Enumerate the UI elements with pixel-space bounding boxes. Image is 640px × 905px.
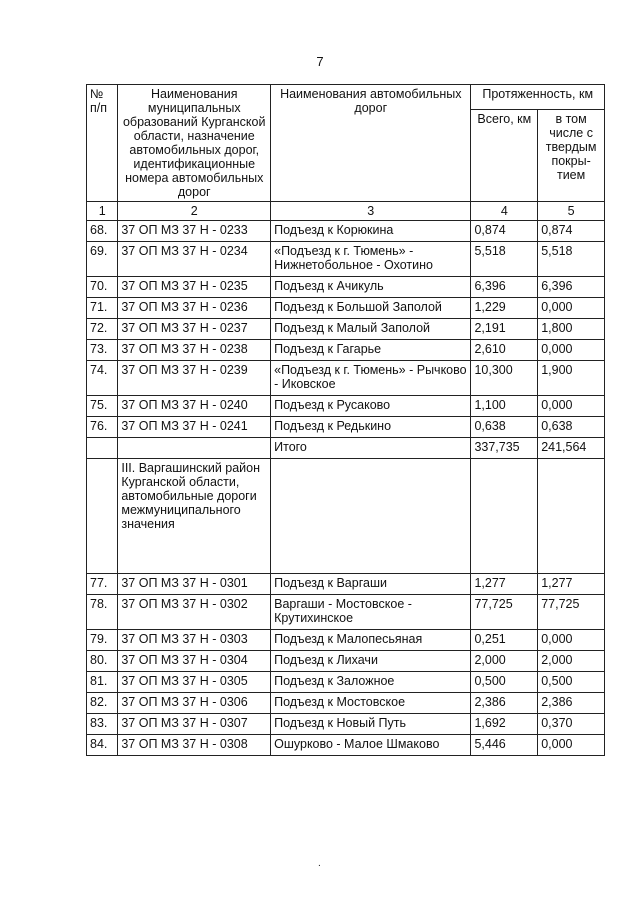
row-number: 84.	[87, 735, 118, 756]
empty-cell	[87, 459, 118, 574]
road-name: «Подъезд к г. Тюмень» - Нижнетобольное - Охотино	[271, 242, 471, 277]
road-name: Подъезд к Малопесьяная	[271, 630, 471, 651]
length-total: 0,500	[471, 672, 538, 693]
row-number: 71.	[87, 298, 118, 319]
empty-cell	[471, 459, 538, 574]
length-hard: 0,000	[538, 396, 605, 417]
header-municipal: Наименования муниципальных образований Курганской области, назначение автомобильных дорог, идентификационные номера автомобильных дорог	[118, 85, 271, 202]
road-name: «Подъезд к г. Тюмень» - Рычково - Иковское	[271, 361, 471, 396]
road-id: 37 ОП МЗ 37 Н - 0303	[118, 630, 271, 651]
length-hard: 6,396	[538, 277, 605, 298]
section-title: III. Варгашинский район Курганской области, автомобильные дороги межмуниципального значения	[118, 459, 271, 574]
table-row	[87, 340, 605, 361]
road-name: Подъезд к Русаково	[271, 396, 471, 417]
row-number: 70.	[87, 277, 118, 298]
length-hard: 0,874	[538, 221, 605, 242]
length-total: 2,191	[471, 319, 538, 340]
length-hard: 0,000	[538, 340, 605, 361]
row-number: 69.	[87, 242, 118, 277]
page-number: 7	[316, 54, 324, 69]
length-hard: 2,000	[538, 651, 605, 672]
table-row	[87, 319, 605, 340]
column-number: 4	[471, 202, 538, 221]
table-row	[87, 574, 605, 595]
road-id: 37 ОП МЗ 37 Н - 0307	[118, 714, 271, 735]
length-hard: 0,000	[538, 298, 605, 319]
table-row	[87, 298, 605, 319]
row-number: 76.	[87, 417, 118, 438]
row-number: 80.	[87, 651, 118, 672]
road-id: 37 ОП МЗ 37 Н - 0235	[118, 277, 271, 298]
road-id: 37 ОП МЗ 37 Н - 0301	[118, 574, 271, 595]
row-number: 72.	[87, 319, 118, 340]
column-number: 2	[118, 202, 271, 221]
header-length: Протяженность, км	[471, 85, 605, 110]
total-hard: 241,564	[538, 438, 605, 459]
road-id: 37 ОП МЗ 37 Н - 0305	[118, 672, 271, 693]
road-id: 37 ОП МЗ 37 Н - 0239	[118, 361, 271, 396]
road-name: Подъезд к Мостовское	[271, 693, 471, 714]
road-id: 37 ОП МЗ 37 Н - 0233	[118, 221, 271, 242]
road-name: Подъезд к Лихачи	[271, 651, 471, 672]
table-row	[87, 693, 605, 714]
length-total: 2,386	[471, 693, 538, 714]
road-id: 37 ОП МЗ 37 Н - 0302	[118, 595, 271, 630]
row-number: 81.	[87, 672, 118, 693]
length-total: 0,638	[471, 417, 538, 438]
header-road-names: Наименования автомобильных дорог	[271, 85, 471, 202]
road-name: Подъезд к Редькино	[271, 417, 471, 438]
road-name: Подъезд к Малый Заполой	[271, 319, 471, 340]
length-total: 1,100	[471, 396, 538, 417]
length-total: 2,000	[471, 651, 538, 672]
road-name: Варгаши - Мостовское - Крутихинское	[271, 595, 471, 630]
column-number: 3	[271, 202, 471, 221]
table-row	[87, 221, 605, 242]
road-name: Подъезд к Новый Путь	[271, 714, 471, 735]
length-total: 77,725	[471, 595, 538, 630]
header-num: № п/п	[87, 85, 118, 202]
column-number: 5	[538, 202, 605, 221]
row-number: 68.	[87, 221, 118, 242]
road-id: 37 ОП МЗ 37 Н - 0237	[118, 319, 271, 340]
road-name: Подъезд к Гагарье	[271, 340, 471, 361]
header-total: Всего, км	[471, 110, 538, 202]
length-hard: 0,000	[538, 630, 605, 651]
table-row	[87, 714, 605, 735]
page-footer-mark: .	[318, 858, 321, 869]
table-row	[87, 630, 605, 651]
row-number: 77.	[87, 574, 118, 595]
length-total: 1,692	[471, 714, 538, 735]
road-id: 37 ОП МЗ 37 Н - 0240	[118, 396, 271, 417]
empty-cell	[118, 438, 271, 459]
length-total: 6,396	[471, 277, 538, 298]
road-id: 37 ОП МЗ 37 Н - 0238	[118, 340, 271, 361]
row-number: 73.	[87, 340, 118, 361]
column-number: 1	[87, 202, 118, 221]
length-total: 10,300	[471, 361, 538, 396]
row-number: 79.	[87, 630, 118, 651]
road-name: Подъезд к Большой Заполой	[271, 298, 471, 319]
length-hard: 77,725	[538, 595, 605, 630]
road-name: Ошурково - Малое Шмаково	[271, 735, 471, 756]
row-number: 83.	[87, 714, 118, 735]
road-id: 37 ОП МЗ 37 Н - 0306	[118, 693, 271, 714]
length-hard: 1,800	[538, 319, 605, 340]
length-total: 5,518	[471, 242, 538, 277]
table-row	[87, 277, 605, 298]
table-row	[87, 417, 605, 438]
length-hard: 0,638	[538, 417, 605, 438]
length-total: 2,610	[471, 340, 538, 361]
empty-cell	[538, 459, 605, 574]
table-row	[87, 672, 605, 693]
length-hard: 1,900	[538, 361, 605, 396]
road-name: Подъезд к Корюкина	[271, 221, 471, 242]
length-hard: 0,000	[538, 735, 605, 756]
road-name: Подъезд к Ачикуль	[271, 277, 471, 298]
road-id: 37 ОП МЗ 37 Н - 0304	[118, 651, 271, 672]
table-row	[87, 396, 605, 417]
length-hard: 0,500	[538, 672, 605, 693]
table-row	[87, 651, 605, 672]
row-number: 75.	[87, 396, 118, 417]
total-label: Итого	[271, 438, 471, 459]
road-name: Подъезд к Варгаши	[271, 574, 471, 595]
length-total: 0,251	[471, 630, 538, 651]
roads-table	[86, 84, 605, 756]
road-name: Подъезд к Заложное	[271, 672, 471, 693]
length-hard: 5,518	[538, 242, 605, 277]
length-hard: 1,277	[538, 574, 605, 595]
empty-cell	[87, 438, 118, 459]
section-row	[87, 459, 605, 574]
length-total: 0,874	[471, 221, 538, 242]
total-length: 337,735	[471, 438, 538, 459]
road-id: 37 ОП МЗ 37 Н - 0308	[118, 735, 271, 756]
row-number: 74.	[87, 361, 118, 396]
road-id: 37 ОП МЗ 37 Н - 0241	[118, 417, 271, 438]
length-total: 1,229	[471, 298, 538, 319]
empty-cell	[271, 459, 471, 574]
length-hard: 2,386	[538, 693, 605, 714]
length-total: 5,446	[471, 735, 538, 756]
table-row	[87, 361, 605, 396]
road-id: 37 ОП МЗ 37 Н - 0236	[118, 298, 271, 319]
length-total: 1,277	[471, 574, 538, 595]
table-row	[87, 735, 605, 756]
table-row	[87, 595, 605, 630]
header-hard-surface: в том числе с твердым покры-тием	[538, 110, 605, 202]
road-id: 37 ОП МЗ 37 Н - 0234	[118, 242, 271, 277]
row-number: 82.	[87, 693, 118, 714]
total-row	[87, 438, 605, 459]
row-number: 78.	[87, 595, 118, 630]
length-hard: 0,370	[538, 714, 605, 735]
table-row	[87, 242, 605, 277]
